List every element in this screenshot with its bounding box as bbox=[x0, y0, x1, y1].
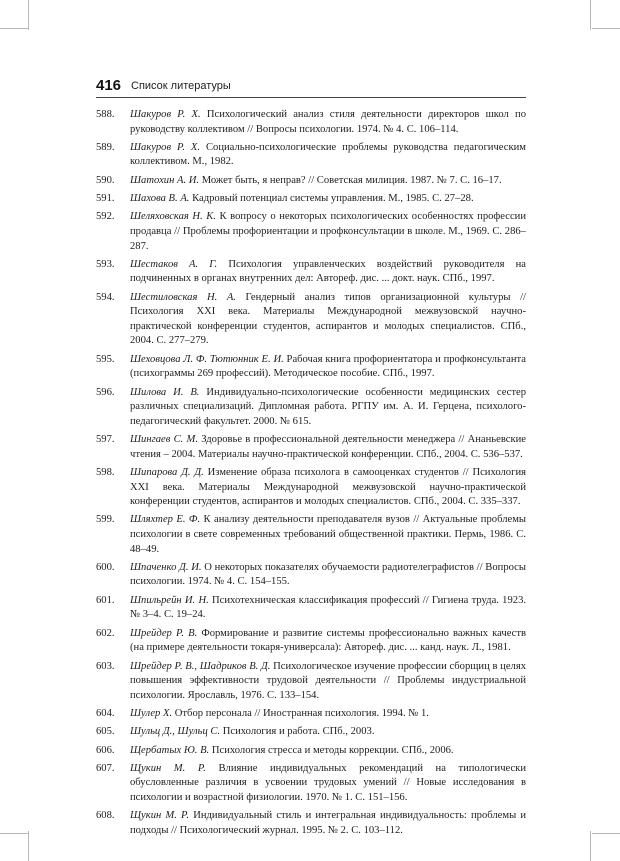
reference-author: Шульц Д., Шульц С. bbox=[130, 726, 221, 738]
reference-number: 604. bbox=[96, 707, 115, 719]
reference-number: 602. bbox=[96, 627, 115, 639]
crop-mark bbox=[0, 833, 28, 834]
reference-author: Шахова В. А. bbox=[130, 193, 190, 205]
reference-text bbox=[130, 291, 526, 349]
reference-entry bbox=[96, 174, 526, 189]
reference-body: Психологическое изучение профессии сборщиц в целях повышения эффективности трудовой деятельности // Проблемы индустриальной психологии. Ярославль, 1976. С. 133–154. bbox=[130, 660, 527, 701]
reference-body: Рабочая книга профориентатора и профконсультанта (психограммы 269 профессий). Методическое пособие. СПб., 1997. bbox=[130, 353, 526, 380]
reference-entry bbox=[96, 108, 526, 137]
running-title: Список литературы bbox=[131, 80, 231, 92]
reference-number: 597. bbox=[96, 434, 115, 446]
reference-text bbox=[130, 744, 526, 759]
reference-number: 601. bbox=[96, 594, 115, 606]
reference-author: Шипарова Д. Д. bbox=[130, 466, 204, 478]
crop-mark bbox=[28, 831, 29, 861]
reference-entry bbox=[96, 433, 526, 462]
reference-number: 599. bbox=[96, 514, 115, 526]
reference-author: Шеховцова Л. Ф. Тютюнник Е. И. bbox=[130, 353, 284, 365]
reference-text bbox=[130, 108, 526, 137]
crop-mark bbox=[0, 28, 28, 29]
reference-text bbox=[130, 386, 526, 430]
reference-author: Шилова И. В. bbox=[130, 386, 200, 398]
reference-body: Влияние индивидуальных рекомендаций на типологически обусловленные различия в усвоении трудовых умений // Новые исследования в психологии и возрастной физиологии. 1970. № 1. С. 151–156. bbox=[130, 762, 527, 803]
reference-number: 603. bbox=[96, 660, 115, 672]
reference-body: Индивидуальный стиль и интегральная индивидуальность: проблемы и подходы // Психологический журнал. 1995. № 2. С. 103–112. bbox=[130, 810, 526, 836]
reference-text bbox=[130, 513, 526, 557]
reference-author: Шеляховская Н. К. bbox=[130, 211, 216, 223]
reference-body: Индивидуально-психологические особенности медицинских сестер различных специализаций. Дипломная работа. РГПУ им. А. И. Герцена, психолого-педагогический факультет. 2000. № 615. bbox=[130, 386, 526, 427]
reference-body: Кадровый потенциал системы управления. М., 1985. С. 27–28. bbox=[192, 193, 474, 205]
reference-text bbox=[130, 594, 526, 623]
reference-number: 608. bbox=[96, 810, 115, 822]
reference-author: Шпаченко Д. И. bbox=[130, 561, 202, 573]
reference-author: Шакуров Р. Х. bbox=[130, 109, 201, 120]
reference-body: Социально-психологические проблемы руководства педагогическим коллективом. М., 1982. bbox=[130, 141, 526, 168]
reference-number: 589. bbox=[96, 141, 115, 153]
reference-entry bbox=[96, 725, 526, 740]
reference-number: 593. bbox=[96, 258, 115, 270]
reference-author: Щукин М. Р. bbox=[130, 762, 206, 774]
reference-entry bbox=[96, 353, 526, 382]
reference-entry bbox=[96, 561, 526, 590]
reference-text bbox=[130, 353, 526, 382]
reference-author: Шестиловская Н. А. bbox=[130, 291, 236, 303]
reference-number: 594. bbox=[96, 291, 115, 303]
reference-entry bbox=[96, 291, 526, 349]
reference-number: 605. bbox=[96, 726, 115, 738]
reference-text bbox=[130, 627, 526, 656]
reference-body: К анализу деятельности преподавателя вузов // Актуальные проблемы психологии в свете современных требований общественной практики. Пермь, 1986. С. 48–49. bbox=[130, 514, 527, 555]
reference-number: 606. bbox=[96, 744, 115, 756]
crop-mark bbox=[592, 28, 620, 29]
reference-entry bbox=[96, 386, 526, 430]
crop-mark bbox=[28, 0, 29, 30]
crop-mark bbox=[590, 831, 591, 861]
crop-mark bbox=[590, 0, 591, 30]
reference-body: Может быть, я неправ? // Советская милиция. 1987. № 7. С. 16–17. bbox=[201, 174, 502, 186]
reference-text bbox=[130, 660, 526, 704]
reference-body: Психология управленческих воздействий руководителя на подчиненных в органах внутренних дел: Автореф. дис. ... докт. наук. СПб., 1997. bbox=[130, 258, 526, 285]
reference-text bbox=[130, 809, 526, 838]
reference-author: Щербатых Ю. В. bbox=[130, 744, 210, 756]
reference-text bbox=[130, 258, 526, 287]
page-header bbox=[96, 77, 526, 98]
reference-author: Шестаков А. Г. bbox=[130, 258, 218, 270]
reference-body: Изменение образа психолога в самооценках студентов // Психология XXI века. Материалы Международной межвузовской научно-практической конференции студентов, аспирантов и молодых специалистов. СПб., 2004. С. 335–337. bbox=[130, 466, 526, 508]
reference-number: 598. bbox=[96, 466, 115, 478]
reference-body: Гендерный анализ типов организационной культуры // Психология XXI века. Материалы Международной межвузовской научно-практической конференции студентов, аспирантов и молодых специалистов. СПб., 2004. С. 277–279. bbox=[130, 291, 526, 347]
reference-body: Психотехническая классификация профессий // Гигиена труда. 1923. № 3–4. С. 19–24. bbox=[130, 594, 527, 621]
reference-author: Шляхтер Е. Ф. bbox=[130, 514, 201, 526]
reference-author: Шрейдер Р. В. bbox=[130, 627, 198, 639]
reference-number: 591. bbox=[96, 193, 115, 205]
reference-entry bbox=[96, 258, 526, 287]
page-number: 416 bbox=[96, 77, 122, 94]
reference-entry bbox=[96, 809, 526, 838]
reference-author: Шатохин А. И. bbox=[130, 174, 200, 186]
reference-body: Здоровье в профессиональной деятельности менеджера // Ананьевские чтения – 2004. Материалы научно-практической конференции. СПб., 2004. С. 536–537. bbox=[130, 434, 526, 460]
reference-entry bbox=[96, 707, 526, 722]
reference-number: 595. bbox=[96, 353, 115, 365]
reference-entry bbox=[96, 744, 526, 759]
reference-text bbox=[130, 725, 526, 740]
reference-list bbox=[96, 108, 526, 842]
reference-body: Психология и работа. СПб., 2003. bbox=[222, 726, 375, 738]
reference-entry bbox=[96, 627, 526, 656]
reference-body: Отбор персонала // Иностранная психология. 1994. № 1. bbox=[174, 707, 429, 719]
reference-text bbox=[130, 192, 526, 207]
reference-body: Психологический анализ стиля деятельности директоров школ по руководству коллективом // Вопросы психологии. 1974. № 4. С. 106–114. bbox=[130, 109, 527, 135]
reference-number: 590. bbox=[96, 174, 115, 186]
reference-text bbox=[130, 141, 526, 170]
reference-author: Шпильрейн И. Н. bbox=[130, 594, 209, 606]
reference-text bbox=[130, 707, 526, 722]
reference-body: О некоторых показателях обучаемости радиотелеграфистов // Вопросы психологии. 1974. № 4. С. 154–155. bbox=[130, 561, 526, 588]
reference-body: Психология стресса и методы коррекции. СПб., 2006. bbox=[211, 744, 454, 756]
reference-body: Формирование и развитие системы профессионально важных качеств (на примере деятельности токаря-универсала): Автореф. дис. ... канд. наук. Л., 1981. bbox=[130, 627, 526, 654]
reference-entry bbox=[96, 192, 526, 207]
reference-number: 592. bbox=[96, 211, 115, 223]
reference-text bbox=[130, 561, 526, 590]
reference-entry bbox=[96, 466, 526, 510]
crop-mark bbox=[592, 833, 620, 834]
reference-entry bbox=[96, 594, 526, 623]
reference-body: К вопросу о некоторых психологических особенностях профессии продавца // Проблемы профориентации и профконсультации в школе. М., 1969. С. 286–287. bbox=[130, 211, 526, 252]
reference-number: 607. bbox=[96, 762, 115, 774]
reference-text bbox=[130, 433, 526, 462]
reference-author: Шрейдер Р. В., Шадриков В. Д. bbox=[130, 660, 271, 672]
reference-text bbox=[130, 466, 526, 510]
reference-entry bbox=[96, 660, 526, 704]
reference-entry bbox=[96, 141, 526, 170]
reference-number: 596. bbox=[96, 386, 115, 398]
reference-text bbox=[130, 762, 526, 806]
reference-entry bbox=[96, 762, 526, 806]
reference-entry bbox=[96, 210, 526, 254]
reference-entry bbox=[96, 513, 526, 557]
reference-author: Щукин М. Р. bbox=[130, 810, 190, 822]
reference-number: 588. bbox=[96, 109, 115, 120]
reference-number: 600. bbox=[96, 561, 115, 573]
reference-text bbox=[130, 174, 526, 189]
reference-author: Шингаев С. М. bbox=[130, 434, 198, 446]
reference-author: Шакуров Р. Х. bbox=[130, 141, 201, 153]
reference-text bbox=[130, 210, 526, 254]
reference-author: Шулер Х. bbox=[130, 707, 173, 719]
